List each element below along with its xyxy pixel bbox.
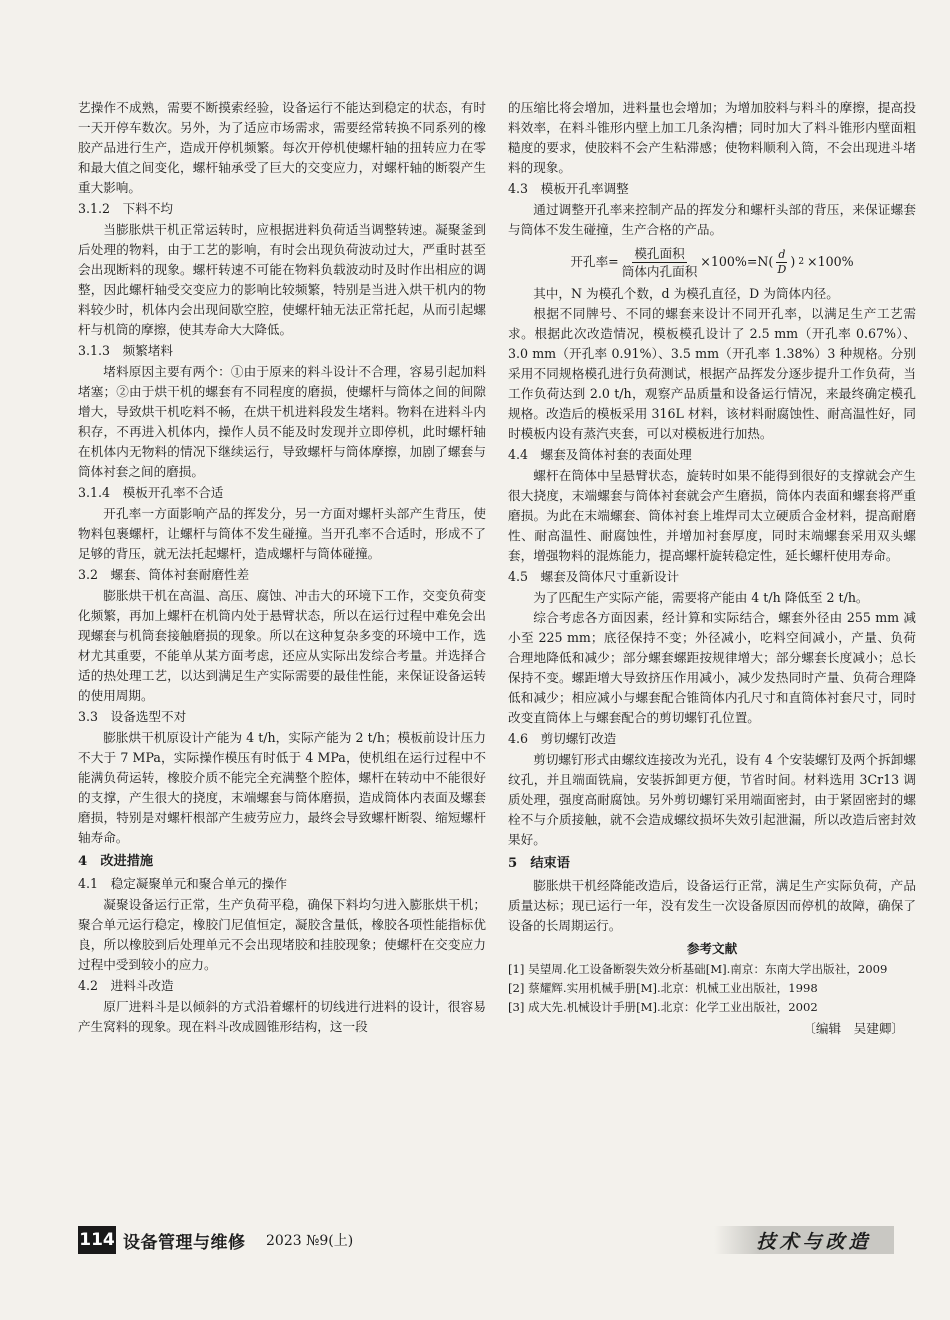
- right-column: [508, 98, 916, 1039]
- formula-d: d: [778, 247, 786, 261]
- paragraph: 综合考虑各方面因素，经计算和实际结合，螺套外径由 255 mm 减小至 225 mm；底径保持不变；外径减小，吃料空间减小，产量、负荷合理地降低和减少；部分螺套螺距按规律增大；部分螺套长度减小；总长保持不变。螺距增大导致挤压作用减小，减少发热同时产量、负荷合理降低和减少；相应减小与螺套配合锥筒体内孔尺寸和直筒体衬套尺寸，同时改变直筒体上与螺套配合的剪切螺钉孔位置。: [508, 610, 916, 725]
- paragraph: 艺操作不成熟，需要不断摸索经验，设备运行不能达到稳定的状态，有时一天开停车数次。另外，为了适应市场需求，需要经常转换不同系列的橡胶产品进行生产，造成开停机频繁。每次开停机使螺杆轴的扭转应力在零和最大值之间变化，螺杆轴承受了巨大的交变应力，对螺杆轴的断裂产生重大影响。: [78, 100, 486, 195]
- formula-tail: ×100%: [807, 254, 854, 269]
- left-column: [78, 98, 486, 1037]
- chapter-heading: 4 改进措施: [78, 854, 154, 869]
- aperture-ratio-formula: [508, 240, 916, 284]
- paragraph: 膨胀烘干机经降能改造后，设备运行正常，满足生产实际负荷，产品质量达标；现已运行一年，没有发生一次设备原因而停机的故障，确保了设备的长周期运行。: [508, 878, 916, 933]
- references-title: 参考文献: [686, 941, 738, 956]
- section-heading: 4.2 进料斗改造: [78, 978, 174, 993]
- paragraph: 其中，N 为模孔个数，d 为模孔直径，D 为筒体内径。: [533, 286, 839, 301]
- paragraph: 螺杆在筒体中呈悬臂状态，旋转时如果不能得到很好的支撑就会产生很大挠度，末端螺套与筒体衬套就会产生磨损，筒体内表面和螺套将严重磨损。为此在末端螺套、筒体衬套上堆焊司太立硬质合金材料，提高耐磨性、耐高温性、耐腐蚀性，并增加衬套厚度，同时末端螺套采用双头螺套，增强物料的混炼能力，提高螺杆旋转稳定性，延长螺杆使用寿命。: [508, 468, 916, 563]
- section-name: 技术与改造: [756, 1230, 872, 1253]
- page-footer: [78, 1226, 888, 1256]
- paragraph: 堵料原因主要有两个：①由于原来的料斗设计不合理，容易引起加料堵塞；②由于烘干机的螺套有不同程度的磨损，使螺杆与筒体之间的间隙增大，导致烘干机吃料不畅，在烘干机进料段发生堵料。物料在进料斗内积存，不再进入机体内，操作人员不能及时发现并立即停机，此时螺杆轴在机体内无物料的情况下继续运行，导致螺杆与筒体摩擦，加剧了螺套与筒体衬套之间的磨损。: [78, 364, 486, 479]
- paragraph: 为了匹配生产实际产能，需要将产能由 4 t/h 降低至 2 t/h。: [533, 590, 869, 605]
- section-heading: 3.1.4 模板开孔率不合适: [78, 485, 224, 500]
- section-heading: 4.3 模板开孔率调整: [508, 181, 629, 196]
- reference-item: [2] 蔡耀辉.实用机械手册[M].北京：机械工业出版社，1998: [508, 981, 818, 995]
- journal-name: 设备管理与维修: [123, 1233, 246, 1253]
- section-heading: 4.4 螺套及筒体衬套的表面处理: [508, 447, 692, 462]
- paragraph: 膨胀烘干机在高温、高压、腐蚀、冲击大的环境下工作，交变负荷变化频繁，再加上螺杆在机筒内处于悬臂状态，所以在运行过程中难免会出现螺套与机筒套接触磨损的现象。所以在这种复杂多变的环境中工作，选材尤其重要，不能单从某方面考虑，还应从实际出发综合考量。并选择合适的热处理工艺，以达到满足生产实际需要的最佳性能，来保证设备运转的使用周期。: [78, 588, 486, 703]
- formula-numerator: 模孔面积: [634, 245, 685, 261]
- section-heading: 3.1.2 下料不均: [78, 201, 174, 216]
- formula-lhs: 开孔率=: [570, 254, 619, 269]
- reference-item: [3] 成大先.机械设计手册[M].北京：化学工业出版社，2002: [508, 1000, 818, 1014]
- section-banner: [714, 1226, 894, 1254]
- section-heading: 3.2 螺套、筒体衬套耐磨性差: [78, 567, 250, 582]
- section-heading: 3.3 设备选型不对: [78, 709, 187, 724]
- section-heading: 4.5 螺套及筒体尺寸重新设计: [508, 569, 680, 584]
- section-heading: 4.6 剪切螺钉改造: [508, 731, 617, 746]
- section-heading: 4.1 稳定凝聚单元和聚合单元的操作: [78, 876, 287, 891]
- editor-credit: 〔编辑 吴建卿〕: [803, 1021, 904, 1036]
- paragraph: 原厂进料斗是以倾斜的方式沿着螺杆的切线进行进料的设计，很容易产生窝料的现象。现在料斗改成圆锥形结构，这一段: [78, 999, 486, 1034]
- paragraph: 开孔率一方面影响产品的挥发分，另一方面对螺杆头部产生背压，使物料包裹螺杆，让螺杆与筒体不发生碰撞。当开孔率不合适时，形成不了足够的背压，就无法托起螺杆，造成螺杆与筒体碰撞。: [78, 506, 486, 561]
- chapter-heading: 5 结束语: [508, 856, 570, 871]
- formula-close: ): [790, 254, 796, 269]
- paragraph: 当膨胀烘干机正常运转时，应根据进料负荷适当调整转速。凝聚釜到后处理的物料，由于工艺的影响，有时会出现负荷波动过大，严重时甚至会出现断料的现象。螺杆转速不可能在物料负载波动时及时作出相应的调整，因此螺杆轴受交变应力的影响比较频繁，特别是当进入烘干机内的物料较少时，机体内会出现间歇空腔，使螺杆轴无法正常托起，从而引起螺杆与机筒的摩擦，使其寿命大大降低。: [78, 222, 486, 337]
- section-heading: 3.1.3 频繁堵料: [78, 343, 174, 358]
- issue-info: 2023 №9(上): [266, 1233, 354, 1249]
- paragraph: 凝聚设备运行正常，生产负荷平稳，确保下料均匀进入膨胀烘干机；聚合单元运行稳定，橡胶门尼值恒定，凝胶含量低，橡胶各项性能指标优良，所以橡胶到后处理单元不会出现堵胶和挂胶现象；使螺杆在交变应力过程中受到较小的应力。: [78, 897, 486, 972]
- formula-middle: ×100%=N(: [700, 254, 774, 269]
- formula-fraction: [622, 245, 698, 280]
- reference-item: [1] 吴望周.化工设备断裂失效分析基础[M].南京：东南大学出版社，2009: [508, 962, 888, 976]
- paragraph: 根据不同牌号、不同的螺套来设计不同开孔率，以满足生产工艺需求。根据此次改造情况，模板模孔设计了 2.5 mm（开孔率 0.67%）、3.0 mm（开孔率 0.91%）、3.5 mm（开孔率 1.38%）3 种规格。分别采用不同规格模孔进行负荷测试，根据产品挥发分逐步提升工作负荷，当工作负荷达到 2.0 t/h，观察产品质量和设备运行情况，来最终确定模孔规格。改造后的模板采用 316L 材料，该材料耐腐蚀性、耐高温性好，同时模板内设有蒸汽夹套，可以对模板进行加热。: [508, 306, 916, 441]
- paragraph: 剪切螺钉形式由螺纹连接改为光孔，设有 4 个安装螺钉及两个拆卸螺纹孔，并且端面铣扁，安装拆卸更方便，节省时间。材料选用 3Cr13 调质处理，强度高耐腐蚀。另外剪切螺钉采用端面密封，由于紧固密封的螺栓不与介质接触，就不会造成螺纹损坏失效引起泄漏，所以改造后密封效果好。: [508, 752, 916, 847]
- paragraph: 膨胀烘干机原设计产能为 4 t/h，实际产能为 2 t/h；模板前设计压力不大于 7 MPa，实际操作模压有时低于 4 MPa，使机组在运行过程中不能满负荷运转，橡胶介质不能完全充满整个腔体，螺杆在转动中不能很好的支撑，产生很大的挠度，末端螺套与筒体磨损，造成筒体内表面及螺套磨损，特别是对螺杆根部产生疲劳应力，最终会导致螺杆断裂、缩短螺杆轴寿命。: [78, 730, 486, 845]
- paragraph: 通过调整开孔率来控制产品的挥发分和螺杆头部的背压，来保证螺套与筒体不发生碰撞，生产合格的产品。: [508, 202, 916, 237]
- formula-ratio: [776, 248, 787, 277]
- formula-D: D: [777, 262, 787, 276]
- page-number: 114: [78, 1226, 116, 1254]
- paragraph: 的压缩比将会增加，进料量也会增加；为增加胶料与料斗的摩擦，提高投料效率，在料斗锥形内壁上加工几条沟槽；同时加大了料斗锥形内壁面粗糙度的要求，使胶料不会产生粘滞感；使物料顺利入筒，不会出现进斗堵料的现象。: [508, 100, 916, 175]
- formula-exponent: 2: [798, 257, 805, 267]
- formula-denominator: 筒体内孔面积: [621, 263, 698, 279]
